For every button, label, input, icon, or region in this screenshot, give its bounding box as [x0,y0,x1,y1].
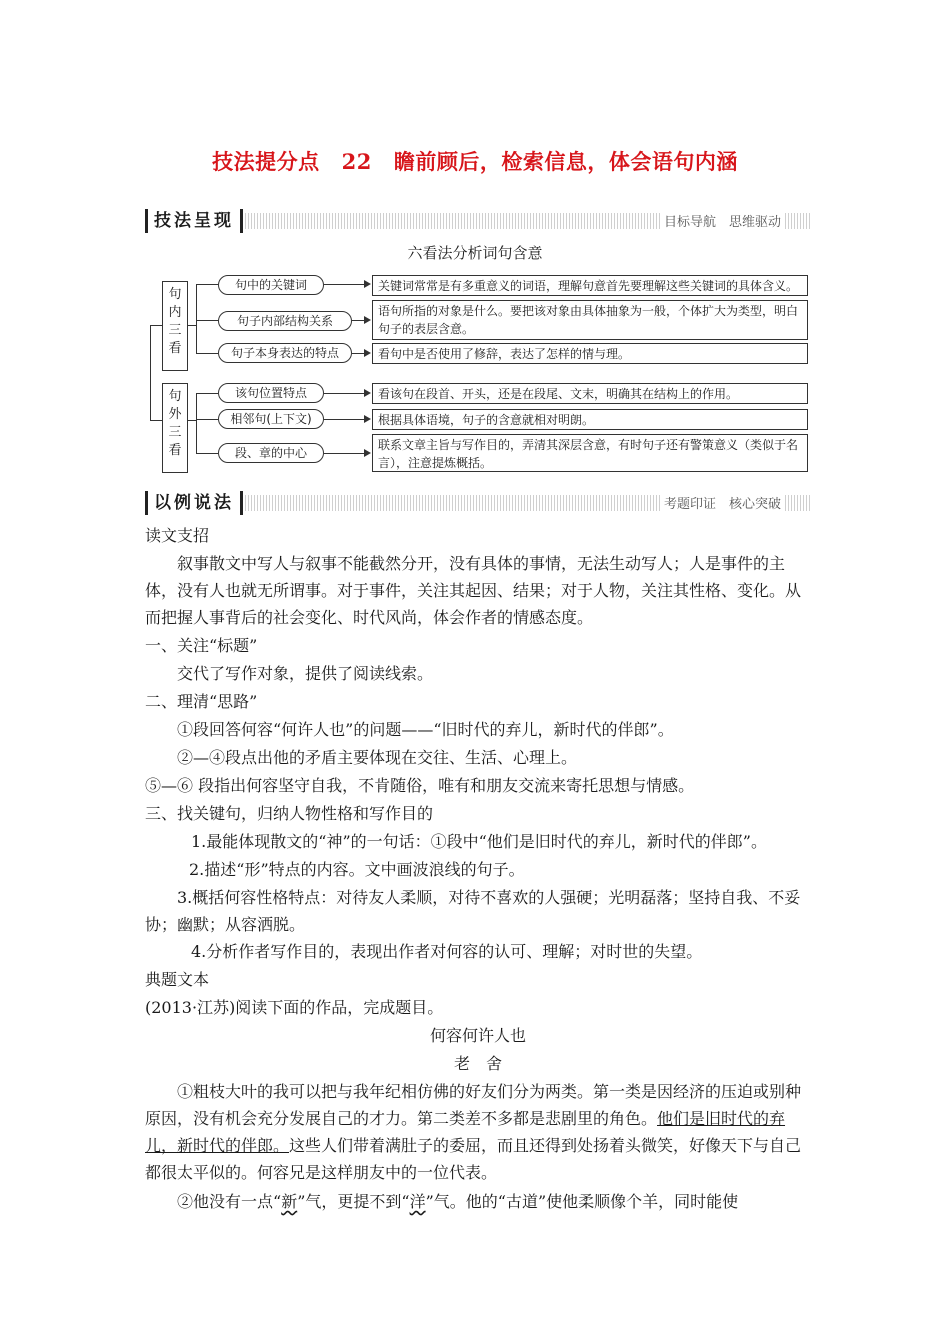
section-three-b: 2.描述“形”特点的内容。文中画波浪线的句子。 [189,860,525,879]
section-header-technique [145,209,811,233]
desc-center: 联系文章主旨与写作目的，弄清其深层含意，有时句子还有警策意义（类似于名言），注意提炼概括。 [372,434,808,472]
item-expression: 句子本身表达的特点 [218,343,352,363]
item-keyword: 句中的关键词 [218,275,324,295]
section-three-d: 4.分析作者写作目的，表现出作者对何容的认可、理解；对时世的失望。 [191,942,703,961]
title-part2: 瞻前顾后，检索信息，体会语句内涵 [393,149,738,174]
desc-expression: 看句中是否使用了修辞，表达了怎样的情与理。 [372,343,808,364]
section-three-title: 三、找关键句，归纳人物性格和写作目的 [145,804,434,823]
section-header-example [145,491,811,515]
section-one-text: 交代了写作对象，提供了阅读线索。 [177,664,434,683]
paragraph-intro: 叙事散文中写人与叙事不能截然分开，没有具体的事情，无法生动写人；人是事件的主体，没有人也就无所谓事。对于事件，关注其起因、结果；对于人物，关注其性格、变化。从而把握人事背后的社会变化、时代风尚，体会作者的情感态度。 [145,554,802,627]
item-structure: 句子内部结构关系 [218,311,352,331]
section-label: 技法呈现 [145,209,243,233]
section-one-title: 一、关注“标题” [145,636,258,655]
item-center: 段、章的中心 [218,443,324,463]
title-number: 22 [341,149,372,174]
group1-label: 句内三看 [162,281,188,371]
section-two-c: ⑤—⑥ 段指出何容坚守自我，不肯随俗，唯有和朋友交流来寄托思想与情感。 [145,776,695,795]
article-title: 何容何许人也 [429,1026,526,1045]
heading-typical-text: 典题文本 [145,970,210,989]
article-author: 老 舍 [453,1054,502,1073]
title-part1: 技法提分点 [212,149,320,174]
section-right-text: 考题印证 核心突破 [660,493,785,512]
heading-reading-tips: 读文支招 [145,526,210,545]
article-paragraph-1: ①粗枝大叶的我可以把与我年纪相仿佛的好友们分为两类。第一类是因经济的压迫或别种原因，没有机会充分发展自己的才力。第二类差不多都是悲剧里的角色。他们是旧时代的弃儿，新时代的伴郎。这些人们带着满肚子的委屈，而且还得到处扬着头微笑，好像天下与自己都很太平似的。何容兄是这样朋友中的一位代表。 [145,1082,802,1182]
section-two-a: ①段回答何容“何许人也”的问题——“旧时代的弃儿，新时代的伴郎”。 [177,720,674,739]
article-paragraph-2: ②他没有一点“新”气，更提不到“洋”气。他的“古道”使他柔顺像个羊，同时能使 [177,1192,739,1211]
section-label: 以例说法 [145,491,243,515]
item-position: 该句位置特点 [218,383,324,403]
diagram-title: 六看法分析词句含意 [407,244,543,262]
section-three-c: 3.概括何容性格特点：对待友人柔顺，对待不喜欢的人强硬；光明磊落；坚持自我、不妥协；幽默；从容洒脱。 [145,888,801,934]
section-two-title: 二、理清“思路” [145,692,258,711]
section-two-b: ②—④段点出他的矛盾主要体现在交往、生活、心理上。 [177,748,578,767]
desc-keyword: 关键词常常是有多重意义的词语，理解句意首先要理解这些关键词的具体含义。 [372,275,808,296]
desc-context: 根据具体语境，句子的含意就相对明朗。 [372,409,808,430]
page-title [0,146,950,176]
wavy-word-foreign: 洋 [409,1192,426,1211]
section-three-a: 1.最能体现散文的“神”的一句话：①段中“他们是旧时代的弃儿，新时代的伴郎”。 [191,832,767,851]
desc-structure: 语句所指的对象是什么。要把该对象由具体抽象为一般，个体扩大为类型，明白句子的表层含意。 [372,300,808,340]
group2-label: 句外三看 [162,383,188,473]
wavy-word-new: 新 [281,1192,298,1211]
desc-position: 看该句在段首、开头，还是在段尾、文末，明确其在结构上的作用。 [372,383,808,404]
item-context: 相邻句(上下文) [218,409,324,429]
key-sentence: 他们是旧时代的弃儿，新时代的伴郎。 [145,1109,786,1155]
source-line: (2013·江苏)阅读下面的作品，完成题目。 [145,998,444,1017]
section-right-text: 目标导航 思维驱动 [660,211,785,230]
